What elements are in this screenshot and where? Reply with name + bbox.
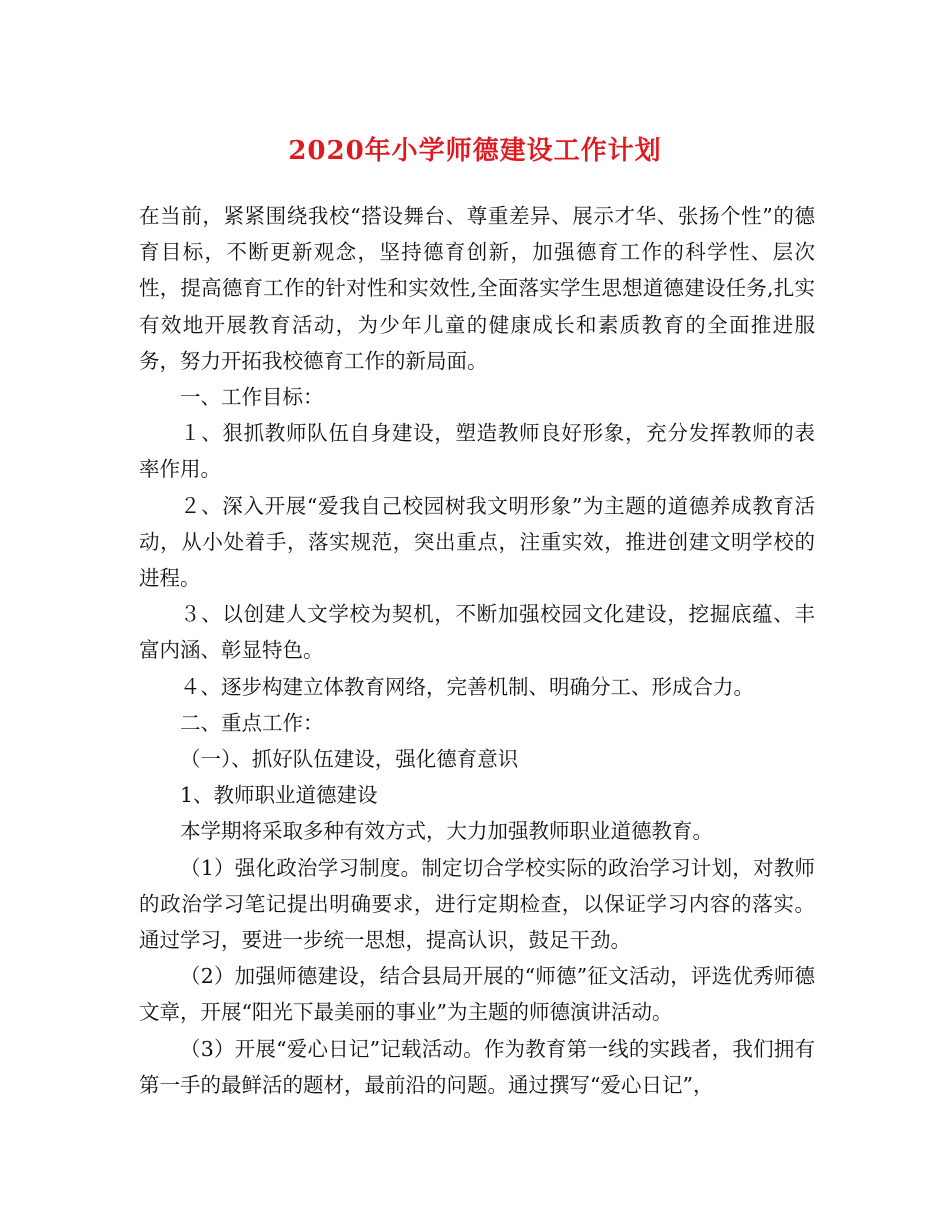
paragraph: ２、深入开展“爱我自己校园树我文明形象”为主题的道德养成教育活动，从小处着手，落实规范，突出重点，注重实效，推进创建文明学校的进程。 bbox=[139, 493, 815, 591]
document-body bbox=[139, 198, 815, 1103]
paragraph: （1）强化政治学习制度。制定切合学校实际的政治学习计划，对教师的政治学习笔记提出明确要求，进行定期检查，以保证学习内容的落实。通过学习，要进一步统一思想，提高认识，鼓足干劲。 bbox=[139, 855, 815, 953]
paragraph: ３、以创建人文学校为契机，不断加强校园文化建设，挖掘底蕴、丰富内涵、彰显特色。 bbox=[139, 602, 815, 663]
paragraph: （一）、抓好队伍建设，强化德育意识 bbox=[180, 747, 519, 772]
paragraph: 在当前，紧紧围绕我校“搭设舞台、尊重差异、展示才华、张扬个性”的德育目标，不断更新观念，坚持德育创新，加强德育工作的科学性、层次性，提高德育工作的针对性和实效性,全面落实学生思想道德建设任务,扎实有效地开展教育活动，为少年儿童的健康成长和素质教育的全面推进服务，努力开拓我校德育工作的新局面。 bbox=[139, 204, 815, 373]
paragraph: 一、工作目标： bbox=[180, 385, 324, 410]
paragraph: 1、教师职业道德建设 bbox=[180, 783, 378, 808]
paragraph: １、狠抓教师队伍自身建设，塑造教师良好形象，充分发挥教师的表率作用。 bbox=[139, 421, 815, 482]
page-title: 2020年小学师德建设工作计划 bbox=[288, 136, 662, 166]
paragraph: 二、重点工作： bbox=[180, 710, 324, 735]
paragraph: 本学期将采取多种有效方式，大力加强教师职业道德教育。 bbox=[180, 819, 713, 844]
paragraph: ４、逐步构建立体教育网络，完善机制、明确分工、形成合力。 bbox=[180, 674, 754, 699]
paragraph: （3）开展“爱心日记”记载活动。作为教育第一线的实践者，我们拥有第一手的最鲜活的题材，最前沿的问题。通过撰写“爱心日记”， bbox=[139, 1036, 815, 1097]
paragraph: （2）加强师德建设，结合县局开展的“师德”征文活动，评选优秀师德文章，开展“阳光下最美丽的事业”为主题的师德演讲活动。 bbox=[139, 964, 815, 1025]
